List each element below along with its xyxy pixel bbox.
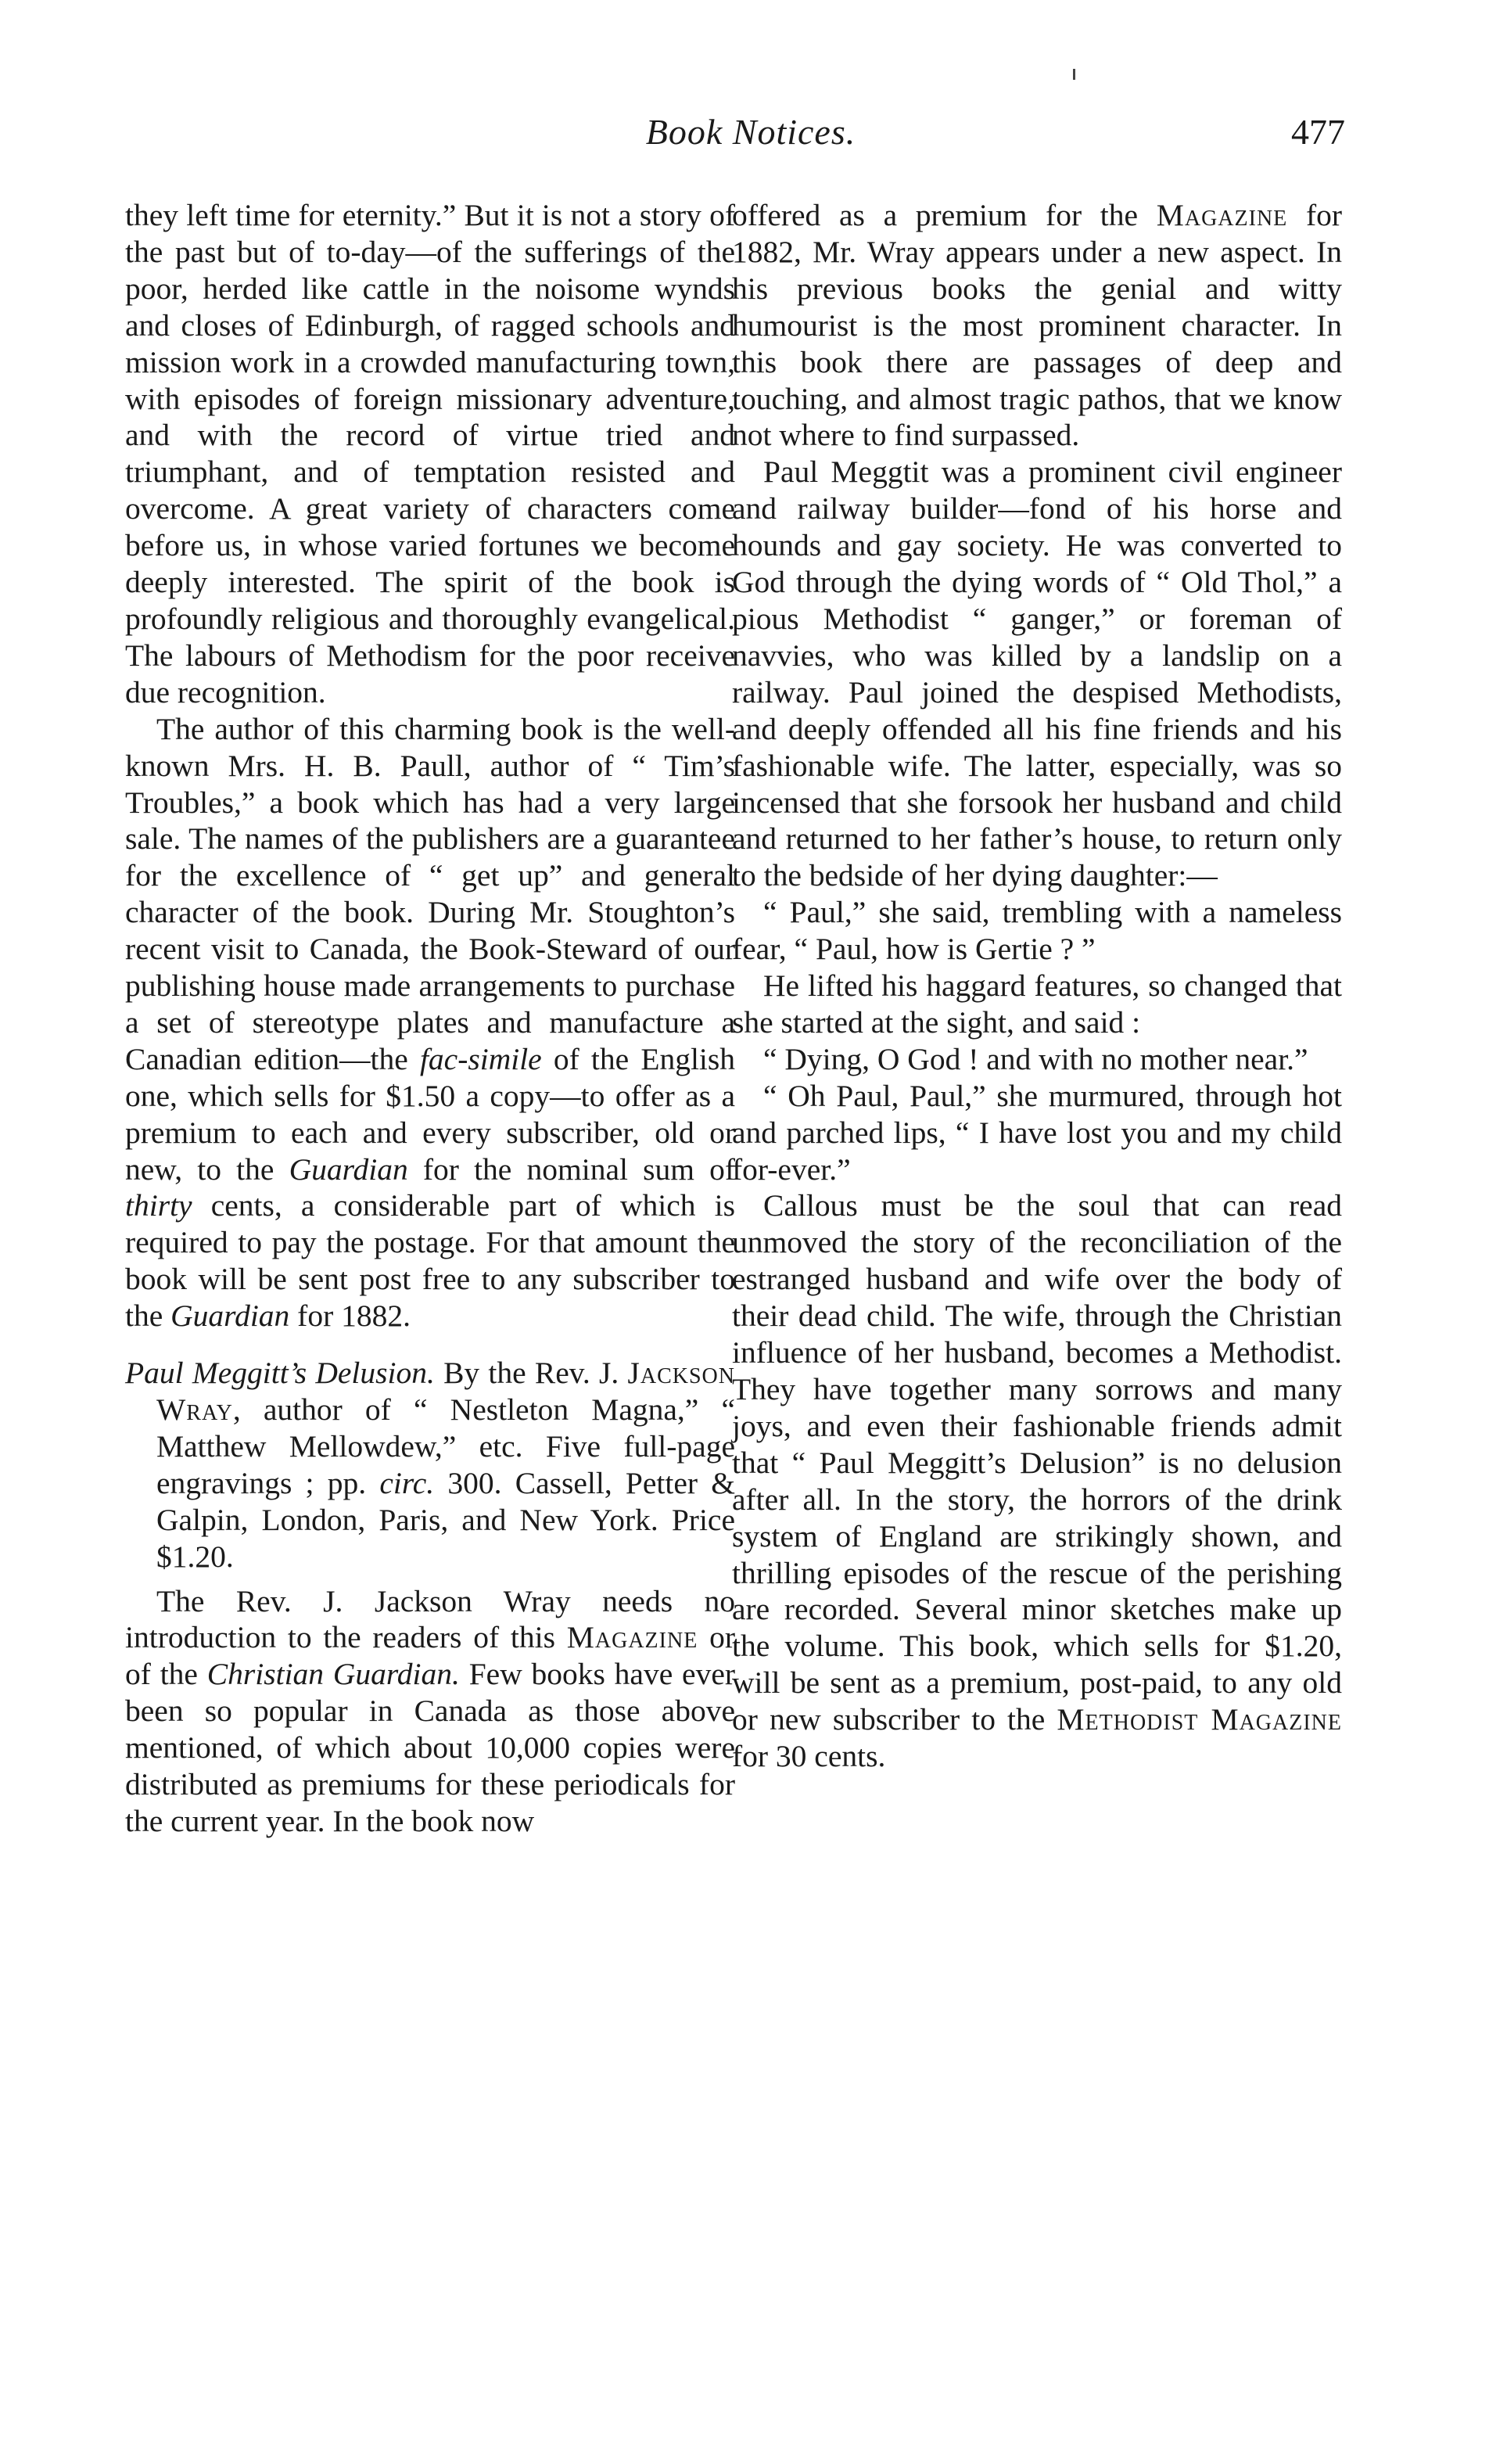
text-run: for 30 cents. — [732, 1739, 886, 1774]
left-column — [125, 197, 735, 1840]
text-run: , author of “ Nestleton Magna,” “ Matthew Mellowdew,” etc. Five full-page engravings ; pp. — [156, 1392, 735, 1500]
text-run: for the nominal sum of — [422, 1151, 735, 1187]
text-run: “ Dying, O God ! and with no mother near.” — [763, 1041, 1308, 1076]
paragraph — [125, 1583, 735, 1840]
text-run: Callous must be the soul that can read unmoved the story of the reconciliation of the estranged husband and wife over the body of their dead child. The wife, through the Christian influence of her husband, becomes a Methodist. They have together many sorrows and many joys, and even their fashionable friends admit that “ Paul Meggitt’s Delusion” is no delusion after all. In the story, the horrors of the drink system of England are strikingly shown, and thrilling episodes of the rescue of the perishing are recorded. Several minor sketches make up the volume. This book, which sells for $1.20, will be sent as a premium, post-paid, to any old or new subscriber to the — [732, 1188, 1342, 1737]
text-run: 300. Cassell, Petter & Galpin, London, Paris, and New York. Price $1.20. — [156, 1465, 735, 1574]
page-number: 477 — [1291, 112, 1345, 152]
paragraph — [732, 454, 1342, 894]
text-run: He lifted his haggard features, so changed that she started at the sight, and said : — [732, 968, 1342, 1040]
text-run: offered as a premium for the — [732, 198, 1139, 232]
printer-mark — [1073, 69, 1075, 80]
text-run: for 1882, Mr. Wray appears under a new aspect. In his previous books the genial and witty humourist is the most prominent character. In this book there are passages of deep and touching, and almost tragic pathos, that we know not where to find surpassed. — [732, 198, 1343, 453]
italic-run: Guardian — [170, 1298, 290, 1334]
paragraph — [732, 197, 1342, 454]
book-title: Paul Meggitt’s Delusion. — [125, 1356, 435, 1391]
text-run: Paul Meggtit was a prominent civil engineer and railway builder—fond of his horse and hounds and gay society. He was converted to God through the dying words of “ Old Thol,” a pious Methodist “ ganger,” or foreman of navvies, who was killed by a landslip on a railway. Paul joined the despised Methodists, and deeply offended all his fine friends and his fashionable wife. The latter, especially, was so incensed that she forsook her husband and child and returned to her father’s house, to return only to the bedside of her dying daughter:— — [732, 454, 1342, 893]
italic-run: circ. — [379, 1465, 435, 1500]
quote-paragraph — [732, 1078, 1342, 1188]
italic-run: Christian Guardian. — [206, 1657, 460, 1692]
text-run: or of the — [125, 1620, 735, 1692]
paragraph — [125, 711, 735, 1334]
quote-paragraph — [732, 894, 1342, 968]
text-run: they left time for eternity.” But it is not a story of the past but of to-day—of the sufferings of the poor, herded like cattle in the noisome wynds and closes of Edinburgh, of ragged schools and mission work in a crowded manufacturing town, with episodes of foreign missionary adventure, and with the record of virtue tried and triumphant, and of temptation resisted and overcome. A great variety of characters come before us, in whose varied fortunes we become deeply interested. The spirit of the book is profoundly religious and thoroughly evangelical. The labours of Methodism for the poor receive due recognition. — [125, 198, 735, 709]
book-notice-entry — [125, 1355, 735, 1575]
small-caps-run: Methodist Magazine — [1057, 1702, 1343, 1737]
text-run: Few books have ever been so popular in Canada as those above mentioned, of which about 10,000 copies were distributed as premiums for these periodicals for the current year. In the book now — [125, 1657, 736, 1838]
text-run: of the English one, which sells for $1.50 a copy—to offer as a premium to each and every subscriber, old or new, to the — [125, 1041, 736, 1187]
italic-run: fac-simile — [419, 1041, 542, 1076]
quote-paragraph — [732, 1041, 1342, 1078]
small-caps-run: Magazine — [1156, 198, 1288, 232]
paragraph — [732, 1187, 1342, 1775]
running-header-title: Book Notices. — [645, 112, 856, 152]
italic-run: Guardian — [289, 1151, 408, 1187]
text-run: The Rev. J. Jackson Wray needs no introduction to the readers of this — [125, 1583, 735, 1655]
paragraph — [732, 968, 1342, 1041]
text-run: for 1882. — [297, 1298, 411, 1334]
paragraph — [125, 197, 735, 711]
small-caps-run: Magazine — [566, 1620, 698, 1655]
text-run: The author of this charming book is the well-known Mrs. H. B. Paull, author of “ Tim’s Troubles,” a book which has had a very large sale. The names of the publishers are a guarantee for the excellence of “ get up” and general character of the book. During Mr. Stoughton’s recent visit to Canada, the Book-Steward of our publishing house made arrangements to purchase a set of stereotype plates and manufacture a Canadian edition—the — [125, 711, 735, 1076]
text-run: “ Paul,” she said, trembling with a nameless fear, “ Paul, how is Gertie ? ” — [732, 895, 1342, 967]
italic-run: thirty — [125, 1188, 192, 1223]
text-run: cents, a considerable part of which is required to pay the postage. For that amount the book will be sent post free to any subscriber to the — [125, 1188, 735, 1334]
author-name: Jackson Wray — [156, 1356, 735, 1427]
text-run: By the Rev. J. — [443, 1356, 619, 1391]
text-run: “ Oh Paul, Paul,” she murmured, through hot and parched lips, “ I have lost you and my child for-ever.” — [732, 1078, 1342, 1187]
right-column — [732, 197, 1342, 1775]
